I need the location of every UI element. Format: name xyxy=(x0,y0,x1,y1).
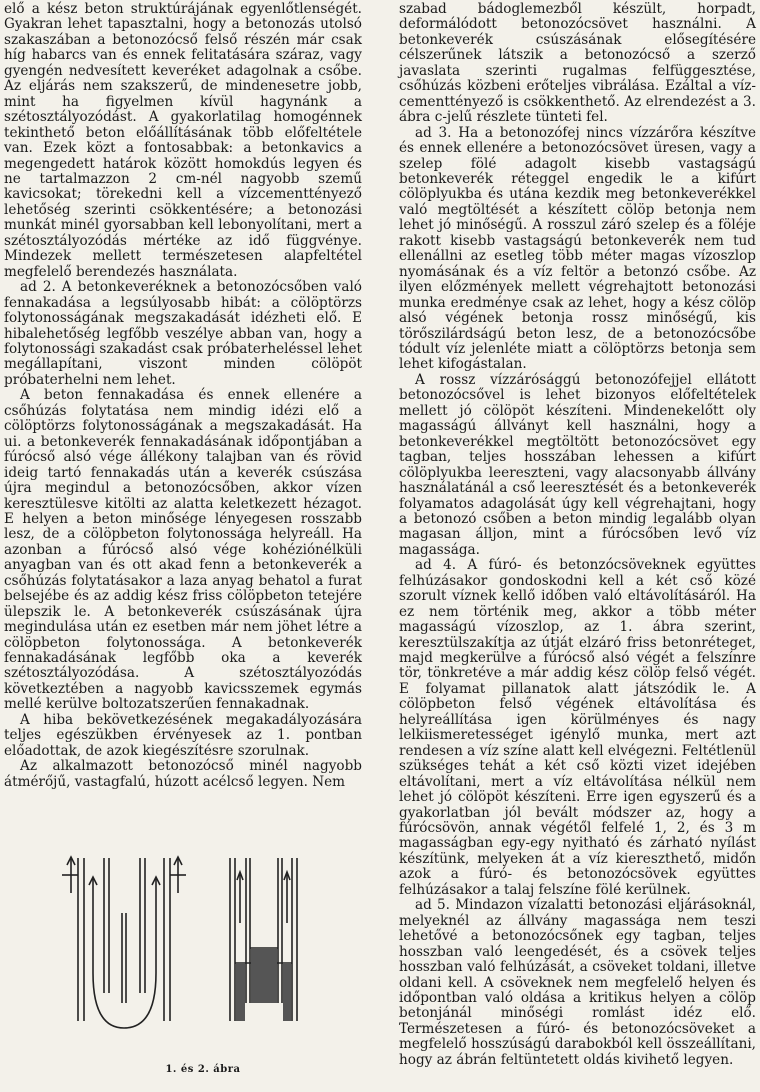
paragraph: A rossz vízzárósággú betonozófejjel ellátott betonozócsővel is lehet bizonyos előfeltételek mellett jó cölöpöt készíteni. Mindenekelőtt oly magasságú állványt kell használni, hogy a betonkeverékkel megtöltött betonozócsövet egy tagban, teljes hosszában lehessen a kifúrt cölöplyukba leereszteni, vagy alacsonyabb állvány használatánál a cső leeresztését és a betonkeverék folyamatos adagolását úgy kell végrehajtani, hogy a betonozó csőben a beton mindig legalább olyan magasan álljon, mint a fúrócsőben levő víz magassága. xyxy=(399,371,756,558)
paragraph: ad 4. A fúró- és betonzócsöveknek együttes felhúzásakor gondoskodni kell a két cső közé szorult víznek kellő időben való eltávolításáról. Ha ez nem történik meg, akkor a több méter magasságú vízoszlop, az 1. ábra szerint, keresztülszakítja az útját elzáró friss betonréteget, majd megkerülve a fúrócső alsó végét a felszínre tör, tönkretéve a már addig kész cölöp felső végét. E folyamat pillanatok alatt játszódik le. A cölöpbeton felső végének eltávolítása és helyreállítása igen körülményes és nagy lelkiismeretességet igénylő munka, mert azt rendesen a víz színe alatt kell elvégezni. Feltétlenül szükséges tehát a két cső közti vizet idejében eltávolítani, mert a víz eltávolítása nélkül nem lehet jó cölöpöt készíteni. Erre igen egyszerű és a gyakorlatban jól bevált módszer az, hogy a fúrócsövön, annak végétől felfelé 1, 2, és 3 m magasságban egy-egy nyitható és zárható nyílást készítünk, melyeken át a víz kiereszthető, midőn azok a fúró- és betonozócsövek együttes felhúzásakor a talaj felszíne fölé kerülnek. xyxy=(399,557,756,898)
left-text-column xyxy=(4,2,362,790)
pipe-diagram-figure xyxy=(60,853,310,1053)
figure-1-drilling-pipe xyxy=(62,857,186,1028)
paragraph: elő a kész beton struktúrájának egyenlőtlenségét. Gyakran lehet tapasztalni, hogy a betonozás utolsó szakaszában a betonozócső felső részén már csak híg habarcs van és ennek felitatására száraz, vagy gyengén nedvesített keveréket adagolnak a csőbe. Az eljárás nem szakszerű, de mindenesetre jobb, mint ha figyelmen kívül hagynánk a szétosztályozódást. A gyakorlatilag homogénnek tekinthető beton előállításának több előfeltétele van. Ezek közt a fontosabbak: a betonkavics a megengedett határok között homokdús legyen és ne tartalmazzon 2 cm-nél nagyobb szemű kavicsokat; törekedni kell a vízcementtényező lehetőség szerinti csökkentésére; a betonozási munkát minél gyorsabban kell lebonyolítani, mert a szétosztályozódás mértéke az idő függvénye. Mindezek mellett természetesen alapfeltétel megfelelő berendezés használata. xyxy=(4,1,362,280)
paragraph: Az alkalmazott betonozócső minél nagyobb átmérőjű, vastagfalú, húzott acélcső legyen. Nem xyxy=(4,758,362,790)
paragraph: szabad bádoglemezből készült, horpadt, deformálódott betonozócsövet használni. A betonkeverék csúszásának elősegítésére célszerűnek látszik a betonozócső a szerző javaslata szerinti rugalmas felfüggesztése, csőhúzás közbeni erőteljes vibrálása. Ezáltal a víz- cementtényező is csökkenthető. Az elrendezést a 3. ábra c-jelű részlete tünteti fel. xyxy=(399,1,756,126)
paragraph: ad 5. Mindazon vízalatti betonozási eljárásoknál, melyeknél az állvány magassága nem teszi lehetővé a betonozócsőnek egy tagban, teljes hosszban való leengedését, és a csövek teljes hosszban való felhúzását, a csöveket toldani, illetve oldani kell. A csöveknek nem megfelelő helyen és időpontban való oldása a kritikus helyen a cölöp betonjánál minőségi romlást idéz elő. Természetesen a fúró- és betonozócsöveket a megfelelő hosszúságú darabokból kell összeállítani, hogy az ábrán feltüntetett oldás kivihető legyen. xyxy=(399,897,756,1068)
paragraph: A hiba bekövetkezésének megakadályozására teljes egészükben érvényesek az 1. pontban előadottak, de azok kiegészítésre szorulnak. xyxy=(4,711,362,759)
paragraph: A beton fennakadása és ennek ellenére a csőhúzás folytatása nem mindig idézi elő a cölöptörzs folytonosságának a megszakadását. Ha ui. a betonkeverék fennakadásának időpontjában a fúrócső alsó vége állékony talajban van és rövid ideig tartó fennakadás után a keverék csúszása újra megindul a betonozócsőben, akkor vízen keresztülesve kitölti az alatta keletkezett hézagot. E helyen a beton minősége lényegesen rosszabb lesz, de a cölöpbeton folytonossága helyreáll. Ha azonban a fúrócső alsó vége kohéziónélküli anyagban van és ott akad fenn a betonkeverék a csőhúzás folytatásakor a laza anyag behatol a furat belsejébe és az addig kész friss cölöpbeton tetejére ülepszik le. A betonkeverék csúszásának újra megindulása után ez esetben már nem jöhet létre a cölöpbeton folytonossága. A betonkeverék fennakadásának legfőbb oka a keverék szétosztályozódása. A szétosztályozódás következtében a nagyobb kavicsszemek egymás mellé kerülve boltozatszerűen fennakadnak. xyxy=(4,387,362,713)
paragraph: ad 3. Ha a betonozófej nincs vízzárőra készítve és ennek ellenére a betonozócsövet üresen, vagy a szelep fölé adagolt kisebb vastagságú betonkeverék réteggel engedik le a kifúrt cölöplyukba és utána kezdik meg betonkeverékkel való megtöltését a készített cölöp betonja nem lehet jó minőségű. A rosszul záró szelep és a föléje rakott kisebb vastagságú betonkeverék nem tud ellenállni az esetleg több méter magas vízoszlop nyomásának és a víz feltör a betonzó csőbe. Az ilyen előzmények mellett végrehajtott betonozási munka eredménye csak az lehet, hogy a kész cölöp alsó végének betonja rossz minőségű, kis törőszilárdságú beton lesz, de a betonozócsőbe tódult víz jelenléte miatt a cölöptörzs betonja sem lehet kifogástalan. xyxy=(399,124,756,373)
right-text-column xyxy=(399,2,756,1068)
paragraph: ad 2. A betonkeveréknek a betonozócsőben való fennakadása a legsúlyosabb hibát: a cölöptörzs folytonosságának megszakadását idézheti elő. E hibalehetőség legfőbb veszélye abban van, hogy a folytonossági szakadást csak próbaterheléssel lehet megállapítani, viszont minden cölöpöt próbaterhelni nem lehet. xyxy=(4,279,362,388)
figure-caption: 1. és 2. ábra xyxy=(165,1064,241,1075)
